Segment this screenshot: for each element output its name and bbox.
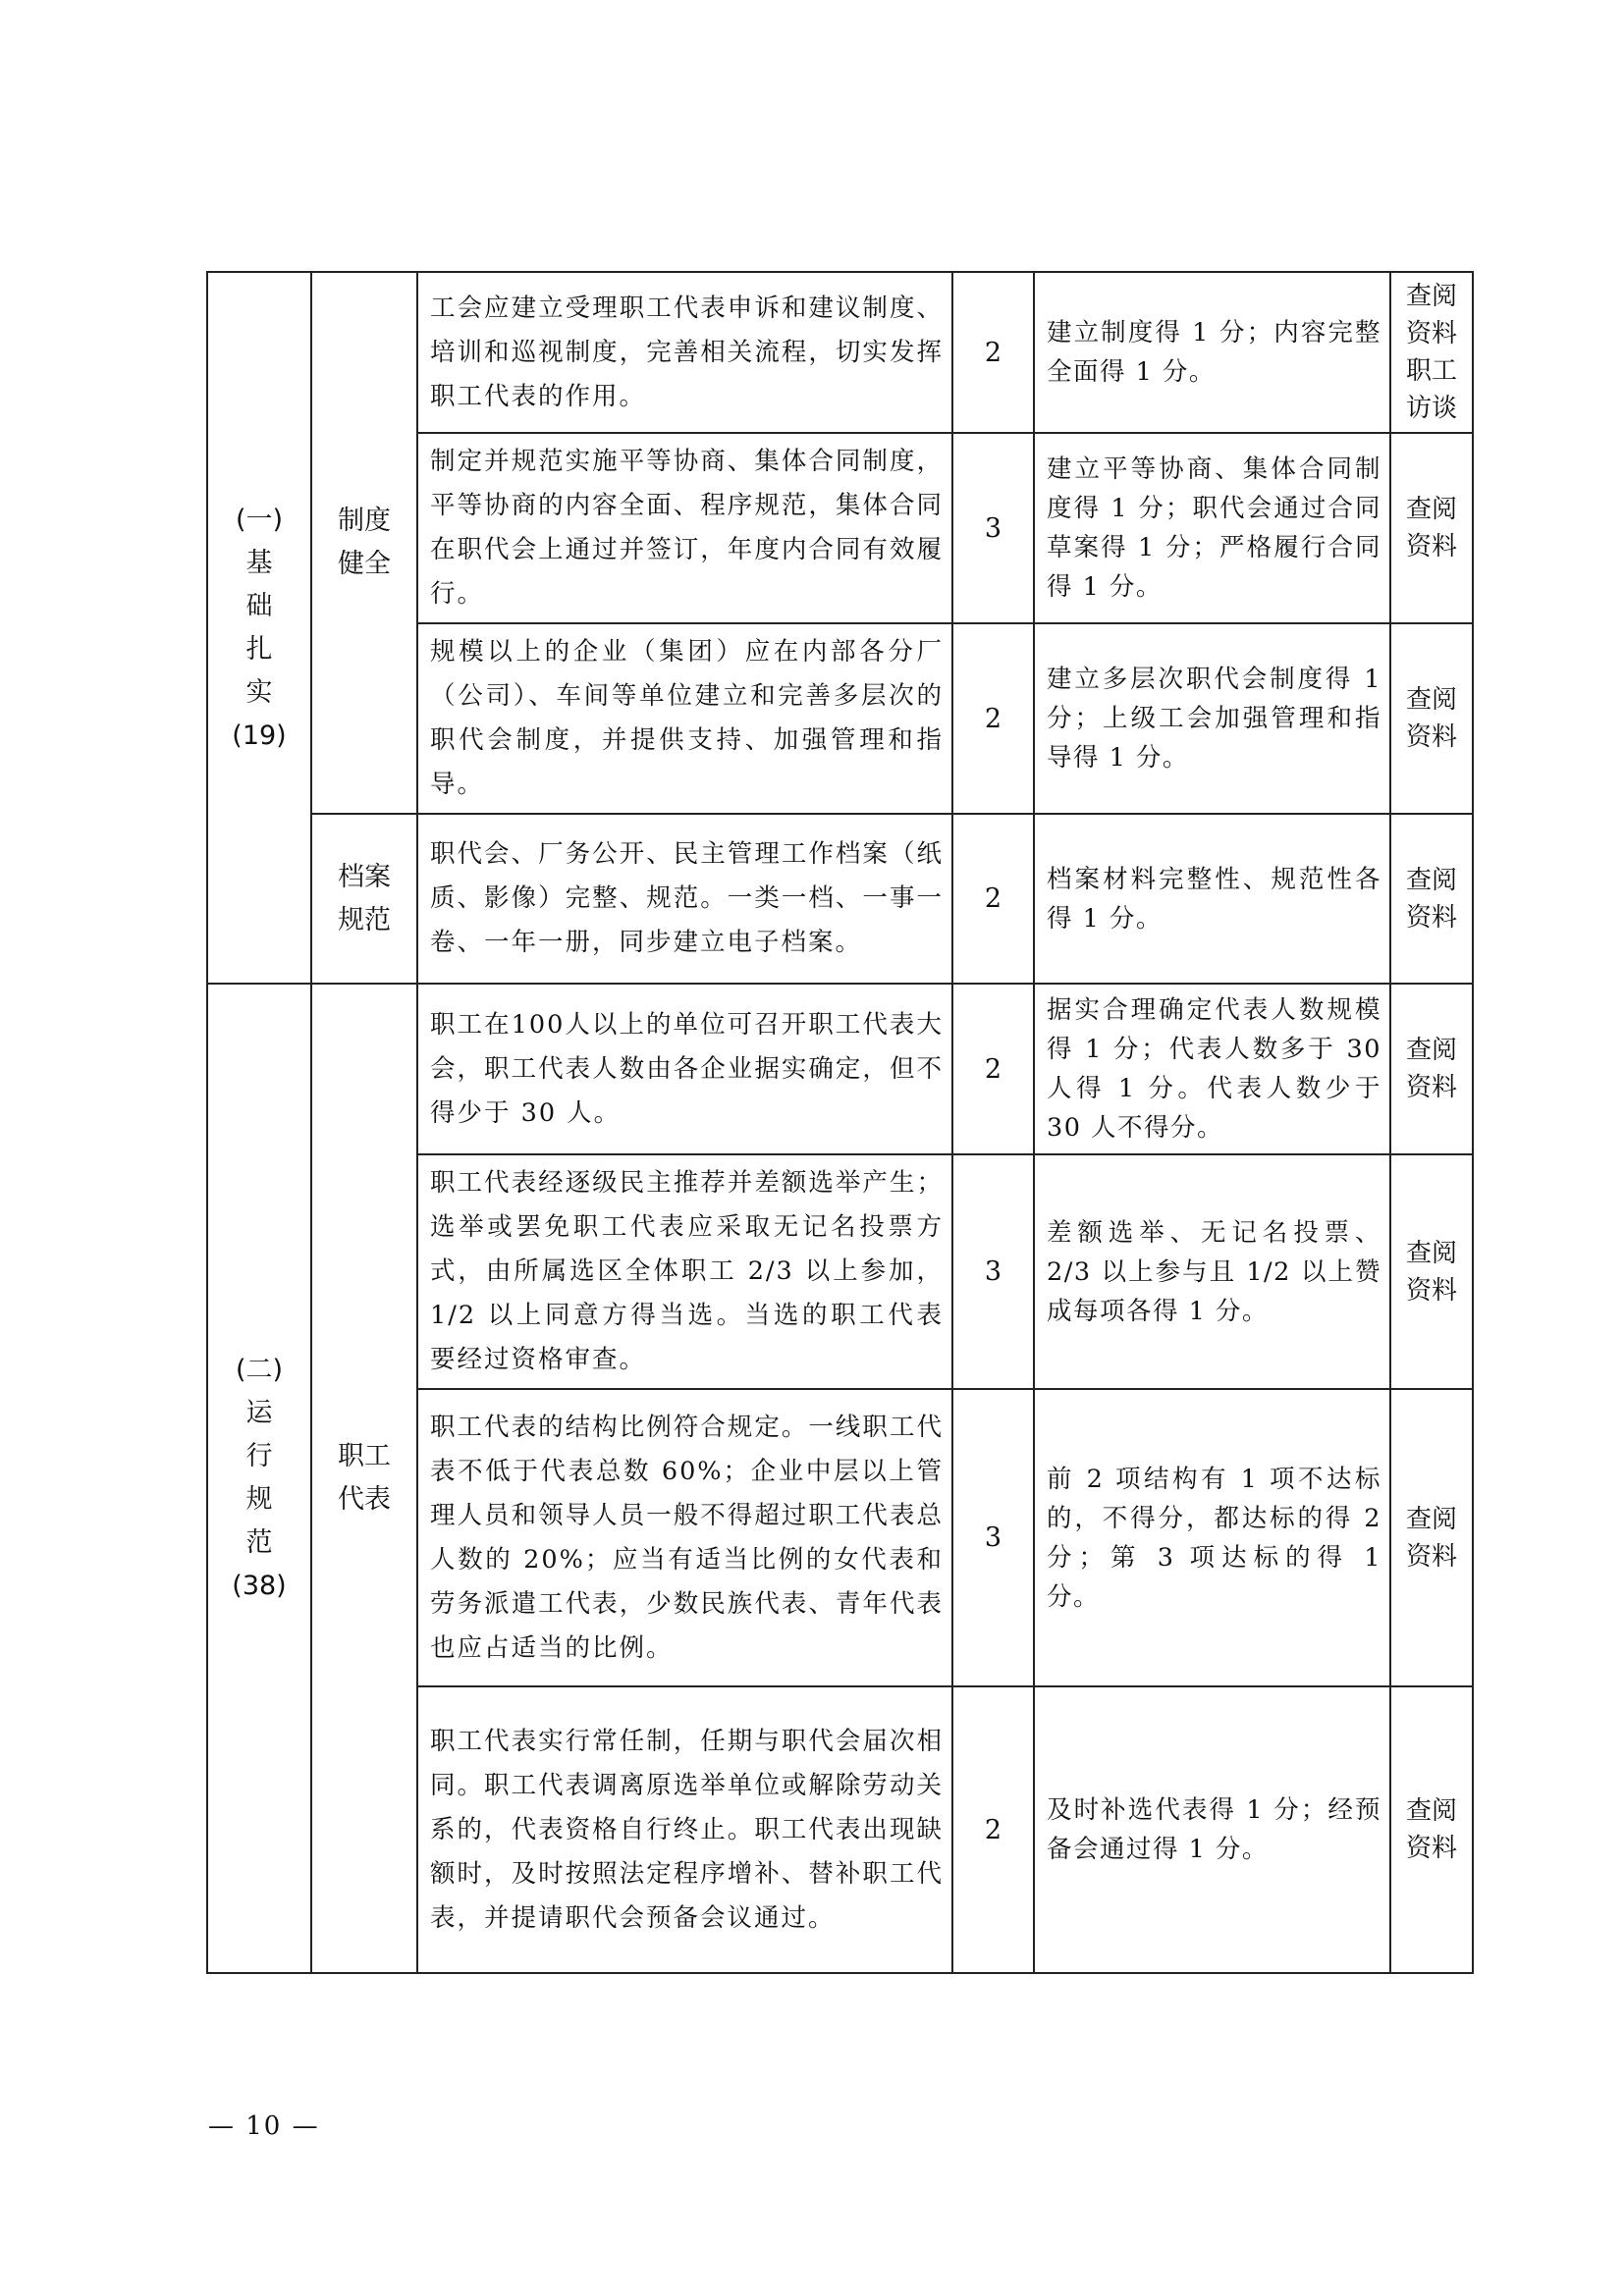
category-label: 职工 [338,1441,391,1471]
score-cell: 3 [952,1389,1034,1686]
category-label: 健全 [338,549,391,579]
score-cell: 2 [952,814,1034,984]
section-2-cell [207,984,311,1973]
method-cell [1390,1154,1473,1389]
method-line: 查阅 [1405,1504,1457,1534]
content-cell: 职工代表实行常任制，任期与职代会届次相同。职工代表调离原选举单位或解除劳动关系的，代表资格自行终止。职工代表出现缺额时，及时按照法定程序增补、替补职工代表，并提请职代会预备会议通过。 [417,1686,952,1973]
content-cell: 工会应建立受理职工代表申诉和建议制度、培训和巡视制度，完善相关流程，切实发挥职工代表的作用。 [417,272,952,433]
score-cell: 2 [952,984,1034,1154]
method-cell [1390,272,1473,433]
content-cell: 职工代表的结构比例符合规定。一线职工代表不低于代表总数 60%；企业中层以上管理人员和领导人员一般不得超过职工代表总人数的 20%；应当有适当比例的女代表和劳务派遣工代表，少数民族代表、青年代表也应占适当的比例。 [417,1389,952,1686]
section-char: 行 [245,1441,273,1471]
method-line: 资料 [1405,722,1457,752]
method-line: 资料 [1405,1073,1457,1102]
method-line: 查阅 [1405,495,1457,524]
method-line: 资料 [1405,319,1457,348]
method-line: 查阅 [1405,865,1457,895]
score-cell: 2 [952,272,1034,433]
rule-cell: 档案材料完整性、规范性各得 1 分。 [1034,814,1390,984]
section-char: 运 [245,1398,273,1428]
section-prefix: (一) [235,504,284,535]
rule-cell: 及时补选代表得 1 分；经预备会通过得 1 分。 [1034,1686,1390,1973]
rule-cell: 前 2 项结构有 1 项不达标的，不得分，都达标的得 2 分；第 3 项达标的得 1 分。 [1034,1389,1390,1686]
section-char: 础 [245,590,273,621]
section-char: 实 [245,676,273,708]
score-cell: 3 [952,433,1034,623]
method-line: 查阅 [1405,685,1457,715]
content-cell: 规模以上的企业（集团）应在内部各分厂（公司）、车间等单位建立和完善多层次的职代会制度，并提供支持、加强管理和指导。 [417,623,952,814]
method-line: 查阅 [1405,1796,1457,1826]
method-cell [1390,1686,1473,1973]
section-char: 规 [245,1484,273,1515]
method-line: 访谈 [1405,394,1457,423]
score-cell: 2 [952,1686,1034,1973]
method-cell [1390,984,1473,1154]
section-char: 扎 [245,633,273,665]
method-line: 查阅 [1405,1238,1457,1268]
method-line: 查阅 [1405,282,1457,311]
section-points: (19) [232,720,287,751]
category-label: 规范 [338,904,391,935]
method-cell [1390,433,1473,623]
section-prefix: (二) [235,1355,284,1385]
evaluation-table [206,271,1474,1974]
method-line: 资料 [1405,532,1457,561]
table-row [207,814,1473,984]
category-label: 代表 [338,1484,391,1515]
section-1-cell [207,272,311,984]
method-line: 资料 [1405,1275,1457,1306]
content-cell: 制定并规范实施平等协商、集体合同制度，平等协商的内容全面、程序规范，集体合同在职代会上通过并签订，年度内合同有效履行。 [417,433,952,623]
content-cell: 职工代表经逐级民主推荐并差额选举产生；选举或罢免职工代表应采取无记名投票方式，由所属选区全体职工 2/3 以上参加，1/2 以上同意方得当选。当选的职工代表要经过资格审查。 [417,1154,952,1389]
method-line: 资料 [1405,902,1457,933]
rule-cell: 据实合理确定代表人数规模得 1 分；代表人数多于 30 人得 1 分。代表人数少于 30 人不得分。 [1034,984,1390,1154]
method-line: 查阅 [1405,1036,1457,1065]
table-row [207,984,1473,1154]
method-line: 职工 [1405,356,1457,386]
category-label: 档案 [338,861,391,892]
method-line: 资料 [1405,1834,1457,1863]
section-points: (38) [232,1571,287,1601]
table-row [207,272,1473,433]
category-cell [311,272,417,814]
rule-cell: 建立平等协商、集体合同制度得 1 分；职代会通过合同草案得 1 分；严格履行合同得 1 分。 [1034,433,1390,623]
score-cell: 3 [952,1154,1034,1389]
content-cell: 职工在100人以上的单位可召开职工代表大会，职工代表人数由各企业据实确定，但不得少于 30 人。 [417,984,952,1154]
section-char: 基 [245,547,273,578]
page-number: — 10 — [208,2111,320,2141]
category-label: 制度 [338,506,391,536]
content-cell: 职代会、厂务公开、民主管理工作档案（纸质、影像）完整、规范。一类一档、一事一卷、一年一册，同步建立电子档案。 [417,814,952,984]
rule-cell: 建立制度得 1 分；内容完整全面得 1 分。 [1034,272,1390,433]
method-cell [1390,623,1473,814]
method-cell [1390,1389,1473,1686]
category-cell [311,984,417,1973]
section-char: 范 [245,1527,273,1558]
score-cell: 2 [952,623,1034,814]
rule-cell: 差额选举、无记名投票、2/3 以上参与且 1/2 以上赞成每项各得 1 分。 [1034,1154,1390,1389]
category-cell [311,814,417,984]
method-cell [1390,814,1473,984]
rule-cell: 建立多层次职代会制度得 1 分；上级工会加强管理和指导得 1 分。 [1034,623,1390,814]
method-line: 资料 [1405,1541,1457,1572]
